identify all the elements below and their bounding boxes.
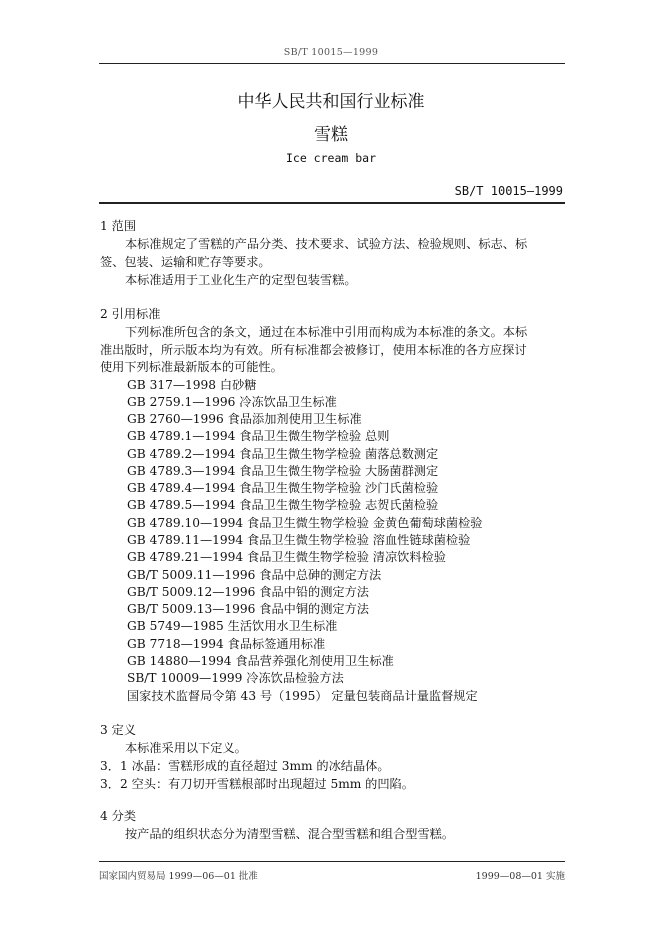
- standard-code: SB/T 10015—1999: [454, 184, 563, 198]
- reference-item: GB 4789.2—1994 食品卫生微生物学检验 菌落总数测定: [127, 447, 439, 461]
- reference-item: GB 4789.21—1994 食品卫生微生物学检验 清凉饮料检验: [127, 550, 446, 564]
- standard-title: 雪糕: [314, 125, 348, 145]
- section-1-paragraph-line: 签、包装、运输和贮存等要求。: [100, 255, 271, 269]
- reference-item: GB 4789.4—1994 食品卫生微生物学检验 沙门氏菌检验: [127, 481, 439, 495]
- definition-item: 3．2 空头：有刀切开雪糕根部时出现超过 5mm 的凹陷。: [100, 777, 414, 791]
- section-3-heading: 3 定义: [100, 723, 137, 737]
- section-4-heading: 4 分类: [100, 809, 137, 823]
- reference-item: GB 317—1998 白砂糖: [127, 378, 257, 392]
- section-1-paragraph-line: 本标准规定了雪糕的产品分类、技术要求、试验方法、检验规则、标志、标: [125, 237, 528, 251]
- reference-item: 国家技术监督局令第 43 号（1995） 定量包装商品计量监督规定: [127, 689, 478, 703]
- approval-note: 国家国内贸易局 1999—06—01 批准: [99, 871, 258, 882]
- reference-item: GB 2760—1996 食品添加剂使用卫生标准: [127, 412, 362, 426]
- implementation-note: 1999—08—01 实施: [475, 871, 565, 882]
- section-3-intro: 本标准采用以下定义。: [125, 741, 247, 755]
- footer-rule: [99, 861, 565, 862]
- definition-item: 3．1 冰晶：雪糕形成的直径超过 3mm 的冰结晶体。: [100, 759, 390, 773]
- reference-item: GB 4789.5—1994 食品卫生微生物学检验 志贺氏菌检验: [127, 498, 439, 512]
- reference-item: GB 4789.1—1994 食品卫生微生物学检验 总则: [127, 429, 390, 443]
- section-2-heading: 2 引用标准: [100, 307, 161, 321]
- reference-item: GB/T 5009.11—1996 食品中总砷的测定方法: [127, 568, 382, 582]
- reference-item: GB 4789.10—1994 食品卫生微生物学检验 金黄色葡萄球菌检验: [127, 516, 483, 530]
- section-1-heading: 1 范围: [100, 219, 137, 233]
- section-2-paragraph-line: 使用下列标准最新版本的可能性。: [100, 360, 283, 374]
- reference-item: GB 5749—1985 生活饮用水卫生标准: [127, 619, 338, 633]
- reference-item: SB/T 10009—1999 冷冻饮品检验方法: [127, 671, 344, 685]
- standard-category-title: 中华人民共和国行业标准: [237, 92, 425, 112]
- reference-item: GB 4789.3—1994 食品卫生微生物学检验 大肠菌群测定: [127, 464, 439, 478]
- running-header: SB/T 10015—1999: [283, 47, 379, 58]
- reference-item: GB 2759.1—1996 冷冻饮品卫生标准: [127, 395, 337, 409]
- standard-english-title: Ice cream bar: [285, 151, 376, 165]
- header-rule: [99, 63, 565, 64]
- section-2-paragraph-line: 下列标准所包含的条文，通过在本标准中引用而构成为本标准的条文。本标: [125, 325, 528, 339]
- section-1-scope-line: 本标准适用于工业化生产的定型包装雪糕。: [125, 273, 357, 287]
- reference-item: GB/T 5009.12—1996 食品中铅的测定方法: [127, 585, 369, 599]
- section-4-paragraph: 按产品的组织状态分为清型雪糕、混合型雪糕和组合型雪糕。: [125, 827, 455, 841]
- reference-item: GB/T 5009.13—1996 食品中铜的测定方法: [127, 602, 369, 616]
- reference-item: GB 14880—1994 食品营养强化剂使用卫生标准: [127, 654, 394, 668]
- reference-item: GB 7718—1994 食品标签通用标准: [127, 637, 326, 651]
- reference-item: GB 4789.11—1994 食品卫生微生物学检验 溶血性链球菌检验: [127, 533, 471, 547]
- section-2-paragraph-line: 准出版时，所示版本均为有效。所有标准都会被修订，使用本标准的各方应探讨: [100, 343, 527, 357]
- title-rule: [99, 202, 565, 204]
